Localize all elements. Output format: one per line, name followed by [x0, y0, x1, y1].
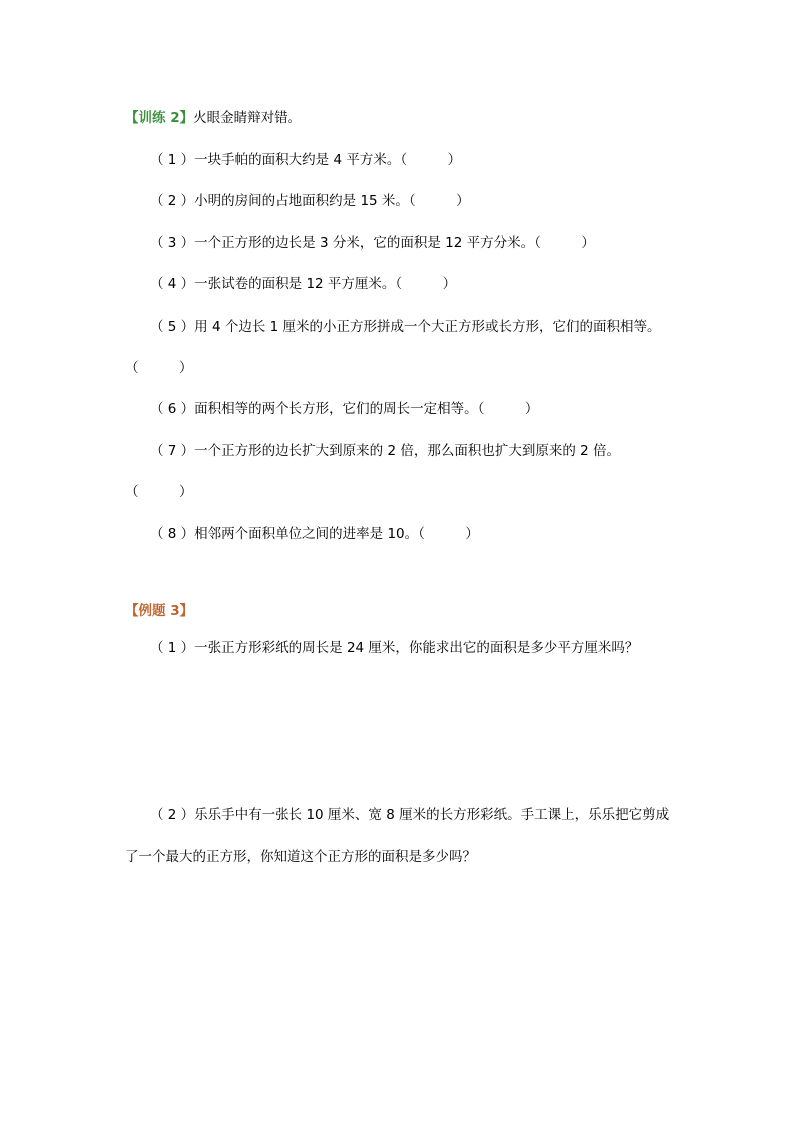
training-item-4: （ 4 ）一张试卷的面积是 12 平方厘米。（ ） [150, 276, 457, 292]
training-item-8: （ 8 ）相邻两个面积单位之间的进率是 10。（ ） [150, 526, 479, 542]
training-tag: 【训练 2】 [125, 110, 194, 126]
training-item-3: （ 3 ）一个正方形的边长是 3 分米，它的面积是 12 平方分米。（ ） [150, 235, 595, 251]
training-item-1: （ 1 ）一块手帕的面积大约是 4 平方米。（ ） [150, 152, 462, 168]
example-heading: 【例题 3】 [125, 603, 194, 619]
training-heading [125, 108, 301, 128]
training-item-5: （ 5 ）用 4 个边长 1 厘米的小正方形拼成一个大正方形或长方形，它们的面积相等。 [150, 319, 661, 335]
training-item-7-blank: （ ） [125, 484, 193, 500]
training-item-5-blank: （ ） [125, 360, 193, 376]
training-item-2: （ 2 ）小明的房间的占地面积约是 15 米。（ ） [150, 193, 470, 209]
example-question-2-line-1: （ 2 ）乐乐手中有一张长 10 厘米、宽 8 厘米的长方形彩纸。手工课上，乐乐把它剪成 [150, 807, 670, 823]
example-question-1: （ 1 ）一张正方形彩纸的周长是 24 厘米，你能求出它的面积是多少平方厘米吗？ [150, 640, 639, 656]
training-item-7: （ 7 ）一个正方形的边长扩大到原来的 2 倍，那么面积也扩大到原来的 2 倍。 [150, 443, 621, 459]
training-item-6: （ 6 ）面积相等的两个长方形，它们的周长一定相等。（ ） [150, 401, 539, 417]
example-question-2-line-2: 了一个最大的正方形，你知道这个正方形的面积是多少吗？ [125, 849, 476, 865]
training-instruction: 火眼金睛辩对错。 [193, 110, 302, 126]
